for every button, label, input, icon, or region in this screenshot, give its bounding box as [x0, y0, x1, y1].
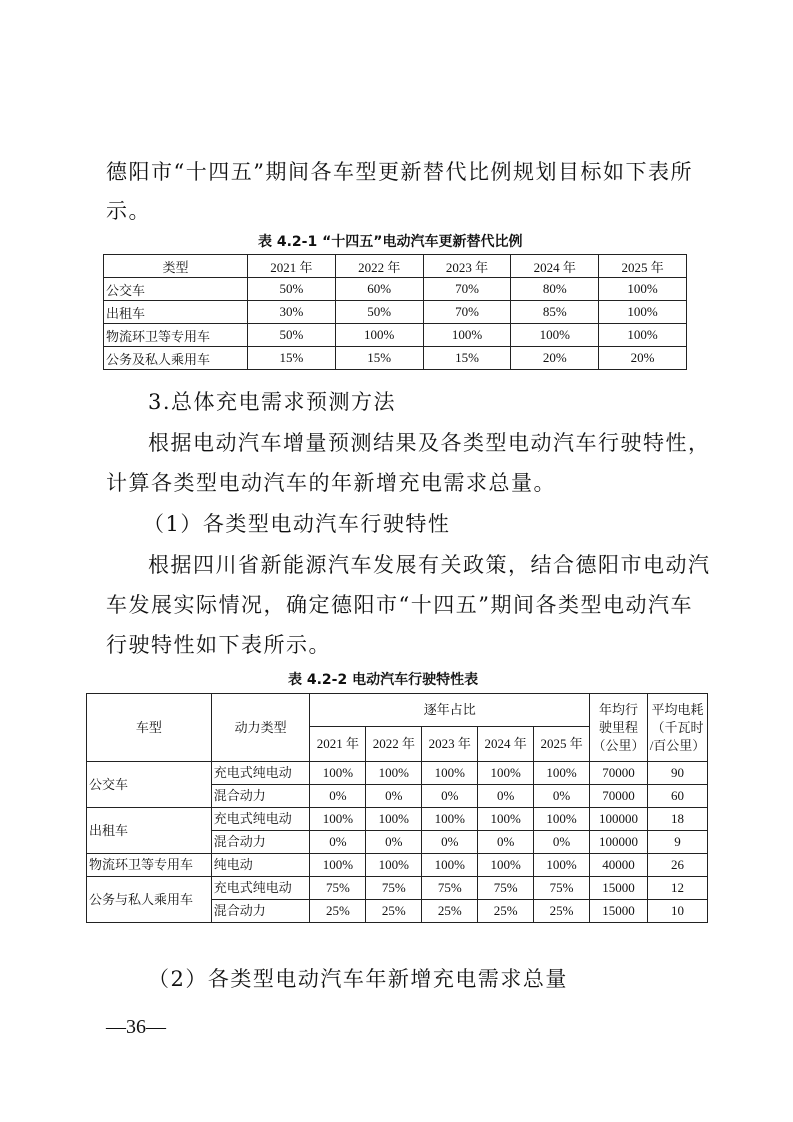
header-year: 2023 年 — [422, 727, 478, 762]
vehicle-type-cell: 出租车 — [87, 808, 212, 854]
ratio-cell: 75% — [422, 877, 478, 900]
consumption-cell: 9 — [648, 831, 708, 854]
mileage-cell: 100000 — [590, 808, 648, 831]
consumption-cell: 18 — [648, 808, 708, 831]
header-power-type: 动力类型 — [211, 694, 310, 762]
table-cell: 60% — [335, 278, 423, 301]
ratio-cell: 0% — [310, 785, 366, 808]
table-header-cell: 2025 年 — [599, 255, 687, 278]
mileage-cell: 15000 — [590, 900, 648, 923]
table2-caption: 表 4.2-2 电动汽车行驶特性表 — [288, 672, 479, 688]
table-row — [104, 278, 687, 301]
ratio-cell: 100% — [310, 808, 366, 831]
table-row — [104, 347, 687, 370]
mileage-cell: 70000 — [590, 762, 648, 785]
table-cell: 100% — [599, 278, 687, 301]
header-year: 2022 年 — [366, 727, 422, 762]
table-cell: 80% — [511, 278, 599, 301]
consumption-cell: 10 — [648, 900, 708, 923]
ratio-cell: 0% — [478, 785, 534, 808]
table-driving-characteristics — [86, 693, 708, 923]
ratio-cell: 100% — [478, 808, 534, 831]
ratio-cell: 100% — [534, 808, 590, 831]
table-row — [104, 324, 687, 347]
header-year: 2021 年 — [310, 727, 366, 762]
table-cell: 100% — [511, 324, 599, 347]
ratio-cell: 100% — [366, 808, 422, 831]
subsection-heading: （2）各类型电动汽车年新增充电需求总量 — [148, 967, 568, 991]
table-header-cell: 类型 — [104, 255, 248, 278]
ratio-cell: 25% — [366, 900, 422, 923]
table-header-cell: 2022 年 — [335, 255, 423, 278]
table-row — [87, 854, 708, 877]
table-cell: 物流环卫等专用车 — [104, 324, 248, 347]
table-cell: 50% — [248, 324, 336, 347]
table-row — [87, 808, 708, 831]
paragraph-line: 示。 — [106, 199, 151, 223]
ratio-cell: 75% — [366, 877, 422, 900]
table-cell: 100% — [423, 324, 511, 347]
ratio-cell: 75% — [478, 877, 534, 900]
ratio-cell: 100% — [422, 808, 478, 831]
table-cell: 15% — [248, 347, 336, 370]
ratio-cell: 100% — [478, 854, 534, 877]
table-replacement-ratio — [103, 254, 687, 370]
table-row — [87, 762, 708, 785]
mileage-cell: 40000 — [590, 854, 648, 877]
ratio-cell: 25% — [534, 900, 590, 923]
table-cell: 50% — [248, 278, 336, 301]
ratio-cell: 75% — [534, 877, 590, 900]
power-type-cell: 混合动力 — [211, 785, 310, 808]
ratio-cell: 0% — [534, 831, 590, 854]
ratio-cell: 100% — [366, 762, 422, 785]
ratio-cell: 100% — [422, 854, 478, 877]
vehicle-type-cell: 公务与私人乘用车 — [87, 877, 212, 923]
vehicle-type-cell: 公交车 — [87, 762, 212, 808]
consumption-cell: 90 — [648, 762, 708, 785]
ratio-cell: 0% — [422, 785, 478, 808]
header-power-consumption: 平均电耗 （千瓦时 /百公里） — [648, 694, 708, 762]
header-annual-mileage: 年均行 驶里程 （公里） — [590, 694, 648, 762]
table-header-cell: 2024 年 — [511, 255, 599, 278]
header-year: 2024 年 — [478, 727, 534, 762]
table-cell: 50% — [335, 301, 423, 324]
table-cell: 出租车 — [104, 301, 248, 324]
ratio-cell: 25% — [478, 900, 534, 923]
paragraph-line: 德阳市“十四五”期间各车型更新替代比例规划目标如下表所 — [106, 160, 693, 184]
ratio-cell: 0% — [310, 831, 366, 854]
paragraph-line: 根据电动汽车增量预测结果及各类型电动汽车行驶特性， — [148, 431, 711, 455]
ratio-cell: 0% — [478, 831, 534, 854]
power-type-cell: 混合动力 — [211, 831, 310, 854]
power-type-cell: 充电式纯电动 — [211, 762, 310, 785]
power-type-cell: 充电式纯电动 — [211, 808, 310, 831]
ratio-cell: 0% — [366, 785, 422, 808]
table1-caption: 表 4.2-1 “十四五”电动汽车更新替代比例 — [258, 234, 523, 250]
ratio-cell: 100% — [310, 854, 366, 877]
vehicle-type-cell: 物流环卫等专用车 — [87, 854, 212, 877]
table-cell: 15% — [423, 347, 511, 370]
header-year: 2025 年 — [534, 727, 590, 762]
table-cell: 70% — [423, 278, 511, 301]
table-cell: 85% — [511, 301, 599, 324]
ratio-cell: 100% — [478, 762, 534, 785]
power-type-cell: 纯电动 — [211, 854, 310, 877]
paragraph-line: 计算各类型电动汽车的年新增充电需求总量。 — [106, 471, 556, 495]
table-cell: 100% — [335, 324, 423, 347]
ratio-cell: 0% — [534, 785, 590, 808]
header-yearly-ratio: 逐年占比 — [310, 694, 590, 727]
table-row — [87, 877, 708, 900]
header-vehicle-type: 车型 — [87, 694, 212, 762]
ratio-cell: 75% — [310, 877, 366, 900]
consumption-cell: 26 — [648, 854, 708, 877]
table-row — [104, 301, 687, 324]
table-cell: 20% — [511, 347, 599, 370]
ratio-cell: 100% — [310, 762, 366, 785]
paragraph-line: 根据四川省新能源汽车发展有关政策，结合德阳市电动汽 — [148, 553, 711, 577]
consumption-cell: 60 — [648, 785, 708, 808]
table-cell: 70% — [423, 301, 511, 324]
ratio-cell: 0% — [366, 831, 422, 854]
consumption-cell: 12 — [648, 877, 708, 900]
power-type-cell: 混合动力 — [211, 900, 310, 923]
ratio-cell: 100% — [366, 854, 422, 877]
ratio-cell: 25% — [422, 900, 478, 923]
ratio-cell: 25% — [310, 900, 366, 923]
mileage-cell: 100000 — [590, 831, 648, 854]
table-header-cell: 2023 年 — [423, 255, 511, 278]
mileage-cell: 70000 — [590, 785, 648, 808]
ratio-cell: 100% — [534, 762, 590, 785]
power-type-cell: 充电式纯电动 — [211, 877, 310, 900]
page-number: —36— — [106, 1016, 166, 1038]
table-cell: 30% — [248, 301, 336, 324]
table-cell: 公交车 — [104, 278, 248, 301]
ratio-cell: 0% — [422, 831, 478, 854]
section-heading: 3.总体充电需求预测方法 — [148, 390, 397, 414]
table-cell: 15% — [335, 347, 423, 370]
subsection-heading: （1）各类型电动汽车行驶特性 — [143, 512, 451, 536]
table-header-cell: 2021 年 — [248, 255, 336, 278]
paragraph-line: 行驶特性如下表所示。 — [106, 633, 331, 657]
ratio-cell: 100% — [534, 854, 590, 877]
table-cell: 100% — [599, 324, 687, 347]
ratio-cell: 100% — [422, 762, 478, 785]
table-cell: 100% — [599, 301, 687, 324]
paragraph-line: 车发展实际情况，确定德阳市“十四五”期间各类型电动汽车 — [106, 593, 693, 617]
table-cell: 公务及私人乘用车 — [104, 347, 248, 370]
mileage-cell: 15000 — [590, 877, 648, 900]
table-cell: 20% — [599, 347, 687, 370]
